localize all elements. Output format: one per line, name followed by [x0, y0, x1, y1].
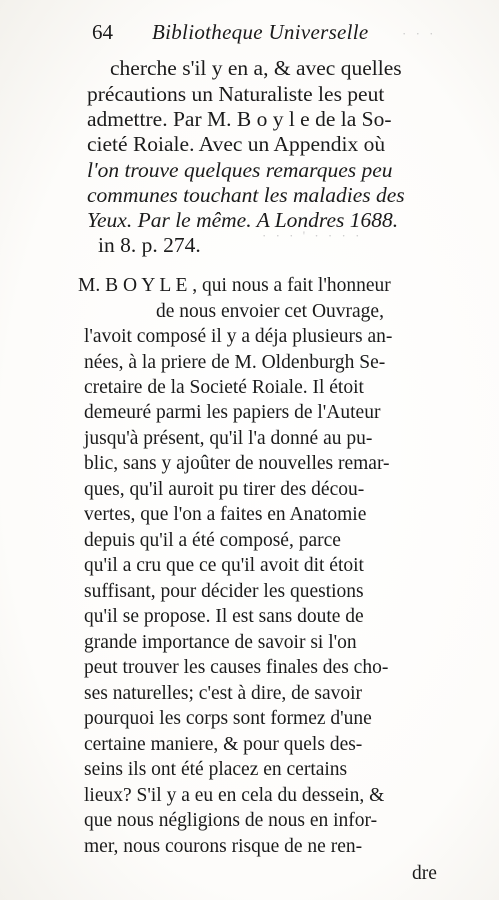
body-line: nées, à la priere de M. Oldenburgh Se-: [84, 352, 386, 373]
body-line: qu'il se propose. Il est sans doute de: [84, 606, 364, 627]
body-line: suffisant, pour décider les questions: [84, 581, 364, 602]
body-line: mer, nous courons risque de ne ren-: [84, 836, 363, 857]
page-number: 64: [92, 20, 113, 44]
body-line: jusqu'à présent, qu'il l'a donné au pu-: [84, 428, 373, 449]
title-line: l'on trouve quelques remarques peu: [87, 158, 393, 182]
body-line: pourquoi les corps sont formez d'une: [84, 708, 372, 729]
bleed-through-text: · · · ' · · · ·: [262, 228, 363, 243]
title-line: Yeux. Par le même. A Londres 1688.: [87, 208, 399, 232]
title-line: cherche s'il y en a, & avec quelles: [110, 56, 402, 80]
title-line: précautions un Naturaliste les peut: [87, 82, 385, 106]
body-line: seins ils ont été placez en certains: [84, 759, 348, 780]
body-line: blic, sans y ajoûter de nouvelles remar-: [84, 453, 390, 474]
body-line: qu'il a cru que ce qu'il avoit dit étoit: [84, 555, 364, 576]
body-line: ses naturelles; c'est à dire, de savoir: [84, 683, 363, 704]
title-line: admettre. Par M. B o y l e de la So-: [87, 107, 392, 131]
bleed-through-text: · · ·: [402, 26, 437, 41]
body-line: lieux? S'il y a eu en cela du dessein, &: [84, 785, 385, 806]
title-line: cieté Roiale. Avec un Appendix où: [87, 132, 386, 156]
body-line: peut trouver les causes finales des cho-: [84, 657, 389, 678]
body-line: certaine maniere, & pour quels des-: [84, 734, 363, 755]
body-line: cretaire de la Societé Roiale. Il étoit: [84, 377, 364, 398]
catchword: dre: [412, 863, 437, 884]
body-line: ques, qu'il auroit pu tirer des décou-: [84, 479, 365, 500]
body-line: que nous négligions de nous en infor-: [84, 810, 378, 831]
title-line: in 8. p. 274.: [98, 233, 201, 257]
running-title: Bibliotheque Universelle: [152, 20, 369, 44]
body-line: vertes, que l'on a faites en Anatomie: [84, 504, 367, 525]
title-line: communes touchant les maladies des: [87, 183, 405, 207]
body-line: l'avoit composé il y a déja plusieurs an-: [84, 326, 393, 347]
body-line-first: M. B O Y L E , qui nous a fait l'honneur: [78, 275, 391, 296]
body-line: grande importance de savoir si l'on: [84, 632, 357, 653]
body-line: demeuré parmi les papiers de l'Auteur: [84, 402, 381, 423]
body-line: de nous envoier cet Ouvrage,: [156, 301, 384, 322]
body-line: depuis qu'il a été composé, parce: [84, 530, 341, 551]
